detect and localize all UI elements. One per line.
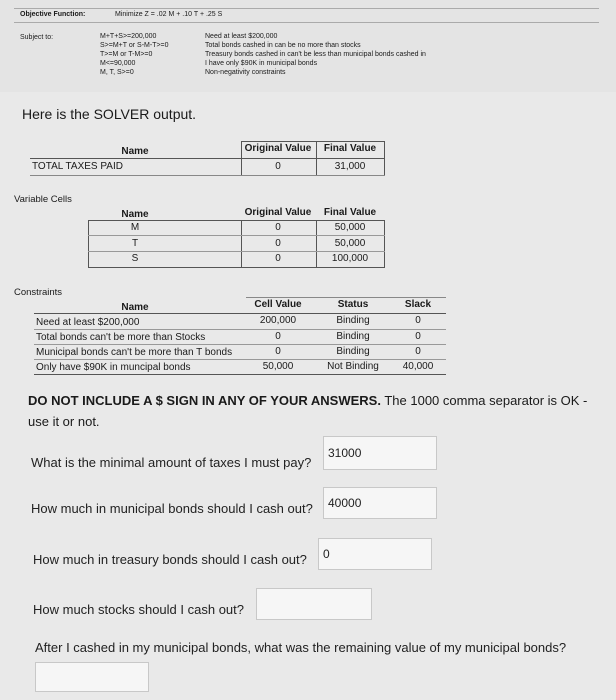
constraints-desc-list — [205, 32, 465, 77]
objective-label: Objective Function: — [20, 11, 86, 18]
instructions-note: The 1000 comma separator is OK - use it or not. — [28, 393, 588, 429]
constraint-desc: I have only $90K in municipal bonds — [205, 60, 318, 67]
constraints-section-title: Constraints — [14, 287, 63, 298]
constraints-status-header: Status — [337, 299, 369, 310]
question-text: What is the minimal amount of taxes I must pay? — [31, 455, 312, 470]
constraint-row-cell: 50,000 — [262, 361, 294, 372]
constraint-row-cell: 0 — [275, 331, 281, 342]
objective-final-header: Final Value — [323, 143, 377, 154]
answer-input-stocks[interactable] — [256, 588, 372, 620]
instructions — [28, 390, 598, 432]
question-text: After I cashed in my municipal bonds, what was the remaining value of my municipal bonds? — [35, 640, 567, 655]
constraint-math: T>=M or T-M>=0 — [100, 51, 153, 58]
answer-input-treasury[interactable] — [318, 538, 432, 570]
objective-row-name: TOTAL TAXES PAID — [32, 161, 123, 172]
variable-row-name: T — [131, 238, 139, 249]
constraint-row-name: Municipal bonds can't be more than T bonds — [36, 347, 233, 358]
constraints-slack-header: Slack — [404, 299, 432, 310]
constraint-row-status: Not Binding — [327, 361, 379, 372]
constraint-row-slack: 0 — [415, 331, 421, 342]
answer-input-municipal[interactable] — [323, 487, 437, 519]
objective-formula: Minimize Z = .02 M + .10 T + .25 S — [115, 11, 223, 18]
variable-row-name: M — [130, 222, 140, 233]
constraints-cell-header: Cell Value — [254, 299, 302, 310]
variable-section-title: Variable Cells — [14, 194, 72, 205]
variable-row-orig: 0 — [275, 253, 281, 264]
model-top-rule — [14, 8, 599, 9]
variable-row-orig: 0 — [275, 222, 281, 233]
objective-final-value: 31,000 — [334, 161, 366, 172]
constraint-row-status: Binding — [336, 346, 370, 357]
variable-row-final: 100,000 — [331, 253, 369, 264]
constraint-row-name: Need at least $200,000 — [36, 317, 140, 328]
variable-row-name: S — [131, 253, 139, 264]
answer-input-remaining-municipal[interactable] — [35, 662, 149, 692]
question-text: How much in municipal bonds should I cash out? — [31, 501, 313, 516]
objective-orig-value: 0 — [275, 161, 281, 172]
constraints-math-list — [100, 32, 200, 77]
constraint-row-status: Binding — [336, 315, 370, 326]
constraint-row-cell: 0 — [275, 346, 281, 357]
objective-orig-header: Original Value — [244, 143, 312, 154]
constraint-math: S>=M+T or S-M-T>=0 — [100, 42, 169, 49]
variable-row-final: 50,000 — [334, 222, 366, 233]
constraint-desc: Non-negativity constraints — [205, 69, 286, 76]
objective-name-header: Name — [121, 146, 149, 157]
subject-label: Subject to: — [20, 34, 54, 41]
variable-final-header: Final Value — [323, 207, 377, 218]
constraint-row-slack: 0 — [415, 346, 421, 357]
constraint-row-slack: 0 — [415, 315, 421, 326]
constraint-row-name: Total bonds can't be more than Stocks — [36, 332, 206, 343]
constraint-row-status: Binding — [336, 331, 370, 342]
model-mid-rule — [14, 22, 599, 23]
question-text: How much in treasury bonds should I cash out? — [33, 552, 307, 567]
constraint-row-cell: 200,000 — [259, 315, 297, 326]
constraint-desc: Treasury bonds cashed in can't be less than municipal bonds cashed in — [205, 51, 426, 58]
constraint-math: M<=90,000 — [100, 60, 136, 67]
constraint-math: M, T, S>=0 — [100, 69, 134, 76]
constraint-math: M+T+S>=200,000 — [100, 33, 157, 40]
model-panel — [0, 0, 616, 92]
instructions-warning: DO NOT INCLUDE A $ SIGN IN ANY OF YOUR ANSWERS. — [28, 393, 381, 408]
variable-orig-header: Original Value — [244, 207, 312, 218]
constraints-name-header: Name — [121, 302, 149, 313]
constraint-row-name: Only have $90K in muncipal bonds — [36, 362, 191, 373]
variable-row-final: 50,000 — [334, 238, 366, 249]
constraint-desc: Need at least $200,000 — [205, 33, 278, 40]
constraint-desc: Total bonds cashed in can be no more than stocks — [205, 42, 361, 49]
variable-row-orig: 0 — [275, 238, 281, 249]
solver-intro: Here is the SOLVER output. — [22, 106, 197, 122]
answer-input-taxes[interactable] — [323, 436, 437, 470]
constraint-row-slack: 40,000 — [402, 361, 434, 372]
variable-name-header: Name — [121, 209, 149, 220]
question-text: How much stocks should I cash out? — [33, 602, 244, 617]
